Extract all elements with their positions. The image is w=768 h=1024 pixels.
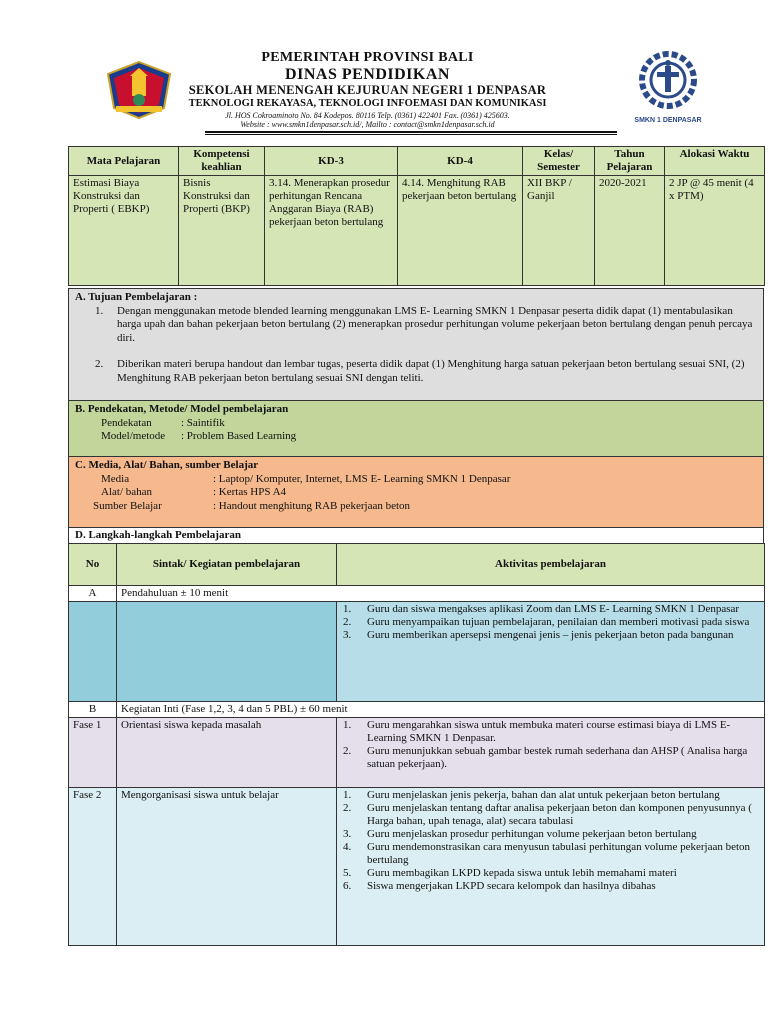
letterhead-rule-thin bbox=[205, 134, 617, 135]
model-row: Model/metode : Problem Based Learning bbox=[101, 430, 297, 442]
letterhead-line-1: PEMERINTAH PROVINSI BALI bbox=[261, 50, 474, 65]
row-a-label: Pendahuluan ± 10 menit bbox=[117, 586, 765, 602]
pendahuluan-activities bbox=[337, 602, 765, 702]
smkn1-logo bbox=[630, 50, 706, 124]
sumber-belajar-row: Sumber Belajar : Handout menghitung RAB pekerjaan beton bbox=[93, 499, 411, 512]
cell-kd3: 3.14. Menerapkan prosedur perhitungan Rencana Anggaran Biaya (RAB) pekerjaan beton bertulang bbox=[265, 176, 398, 286]
pendahuluan-no-cell bbox=[69, 602, 117, 702]
header-alokasi: Alokasi Waktu bbox=[665, 147, 765, 176]
section-c-media bbox=[68, 456, 764, 528]
fase2-activities bbox=[337, 788, 765, 946]
tujuan-item: 1. Dengan menggunakan metode blended learning menggunakan LMS E- Learning SMKN 1 Denpasar peserta didik dapat (1) mentabulasikan harga upah dan bahan pekerjaan beton bertulang (2) menerapkan prosedur perhitungan volume pekerjaan beton bertulang dengan penuh percaya diri. bbox=[95, 304, 753, 344]
header-kompetensi: Kompetensi keahlian bbox=[179, 147, 265, 176]
list-item: 6. Siswa mengerjakan LKPD secara kelompok dan hasilnya dibahas bbox=[343, 880, 656, 892]
smkn1-logo-caption: SMKN 1 DENPASAR bbox=[634, 117, 702, 124]
header-tahun: Tahun Pelajaran bbox=[595, 147, 665, 176]
fase1-sintak: Orientasi siswa kepada masalah bbox=[117, 718, 337, 788]
pendekatan-row: Pendekatan : Saintifik bbox=[101, 416, 225, 429]
list-item: 2. Guru menjelaskan tentang daftar analisa pekerjaan beton dan komponen penyusunnya ( Harga bahan, upah tenaga, alat) secara tabulasi bbox=[343, 802, 752, 827]
letterhead-address: Jl. HOS Cokroaminoto No. 84 Kodepos. 80116 Telp. (0361) 422401 Fax. (0361) 425603. bbox=[225, 111, 510, 120]
cell-kompetensi: Bisnis Konstruksi dan Properti (BKP) bbox=[179, 176, 265, 286]
cell-tahun: 2020-2021 bbox=[595, 176, 665, 286]
letterhead-rule-thick bbox=[205, 131, 617, 133]
list-item: 1. Guru dan siswa mengakses aplikasi Zoom dan LMS E- Learning SMKN 1 Denpasar bbox=[343, 603, 740, 615]
cell-mata-pelajaran: Estimasi Biaya Konstruksi dan Properti ( EBKP) bbox=[69, 176, 179, 286]
pendahuluan-sintak-cell bbox=[117, 602, 337, 702]
section-a-tujuan bbox=[68, 288, 764, 401]
header-no: No bbox=[69, 544, 117, 586]
fase2-no: Fase 2 bbox=[69, 788, 117, 946]
langkah-table bbox=[68, 543, 765, 946]
tujuan-item: 2. Diberikan materi berupa handout dan lembar tugas, peserta didik dapat (1) Menghitung harga satuan pekerjaan beton bertulang sesuai SNI, (2) Menghitung RAB pekerjaan beton bertulang sesuai SNI dengan teliti. bbox=[95, 358, 745, 384]
header-sintak: Sintak/ Kegiatan pembelajaran bbox=[117, 544, 337, 586]
section-d-title: D. Langkah-langkah Pembelajaran bbox=[75, 529, 241, 541]
alat-bahan-row: Alat/ bahan : Kertas HPS A4 bbox=[101, 486, 287, 498]
row-a-no: A bbox=[69, 586, 117, 602]
media-row: Media : Laptop/ Komputer, Internet, LMS E- Learning SMKN 1 Denpasar bbox=[101, 472, 511, 485]
section-a-title: A. Tujuan Pembelajaran : bbox=[75, 291, 198, 303]
row-b-no: B bbox=[69, 702, 117, 718]
header-kelas: Kelas/ Semester bbox=[523, 147, 595, 176]
cell-alokasi: 2 JP @ 45 menit (4 x PTM) bbox=[665, 176, 765, 286]
fase2-sintak: Mengorganisasi siswa untuk belajar bbox=[117, 788, 337, 946]
list-item: 2. Guru menyampaikan tujuan pembelajaran, penilaian dan memberi motivasi pada siswa bbox=[343, 616, 750, 628]
letterhead-website: Website : www.smkn1denpasar.sch.id/, Mailto : contact@smkn1denpasar.sch.id bbox=[240, 120, 495, 129]
section-b-pendekatan bbox=[68, 400, 764, 457]
header-kd4: KD-4 bbox=[398, 147, 523, 176]
letterhead-line-2: DINAS PENDIDIKAN bbox=[285, 66, 450, 83]
section-b-title: B. Pendekatan, Metode/ Model pembelajaran bbox=[75, 403, 289, 415]
info-table bbox=[68, 146, 765, 286]
section-d-title-bar bbox=[68, 527, 764, 544]
section-c-title: C. Media, Alat/ Bahan, sumber Belajar bbox=[75, 459, 259, 471]
list-item: 1. Guru mengarahkan siswa untuk membuka materi course estimasi biaya di LMS E- Learning SMKN 1 Denpasar. bbox=[343, 719, 731, 744]
list-item: 4. Guru mendemonstrasikan cara menyusun tabulasi perhitungan volume pekerjaan beton bertulang bbox=[343, 841, 751, 866]
cell-kelas: XII BKP / Ganjil bbox=[523, 176, 595, 286]
list-item: 3. Guru memberikan apersepsi mengenai jenis – jenis pekerjaan beton pada bangunan bbox=[343, 629, 734, 641]
list-item: 5. Guru membagikan LKPD kepada siswa untuk lebih memahami materi bbox=[343, 867, 677, 879]
list-item: 2. Guru menunjukkan sebuah gambar bestek rumah sederhana dan AHSP ( Analisa harga satuan pekerjaan). bbox=[343, 745, 748, 770]
letterhead-line-4: TEKNOLOGI REKAYASA, TEKNOLOGI INFOEMASI DAN KOMUNIKASI bbox=[188, 98, 547, 109]
letterhead-line-3: SEKOLAH MENENGAH KEJURUAN NEGERI 1 DENPASAR bbox=[188, 83, 547, 97]
fase1-activities bbox=[337, 718, 765, 788]
list-item: 3. Guru menjelaskan prosedur perhitungan volume pekerjaan beton bertulang bbox=[343, 828, 697, 840]
header-kd3: KD-3 bbox=[265, 147, 398, 176]
cell-kd4: 4.14. Menghitung RAB pekerjaan beton bertulang bbox=[398, 176, 523, 286]
list-item: 1. Guru menjelaskan jenis pekerja, bahan dan alat untuk pekerjaan beton bertulang bbox=[343, 789, 720, 801]
header-aktivitas: Aktivitas pembelajaran bbox=[337, 544, 765, 586]
row-b-label: Kegiatan Inti (Fase 1,2, 3, 4 dan 5 PBL) ± 60 menit bbox=[117, 702, 765, 718]
header-mata-pelajaran: Mata Pelajaran bbox=[69, 147, 179, 176]
fase1-no: Fase 1 bbox=[69, 718, 117, 788]
